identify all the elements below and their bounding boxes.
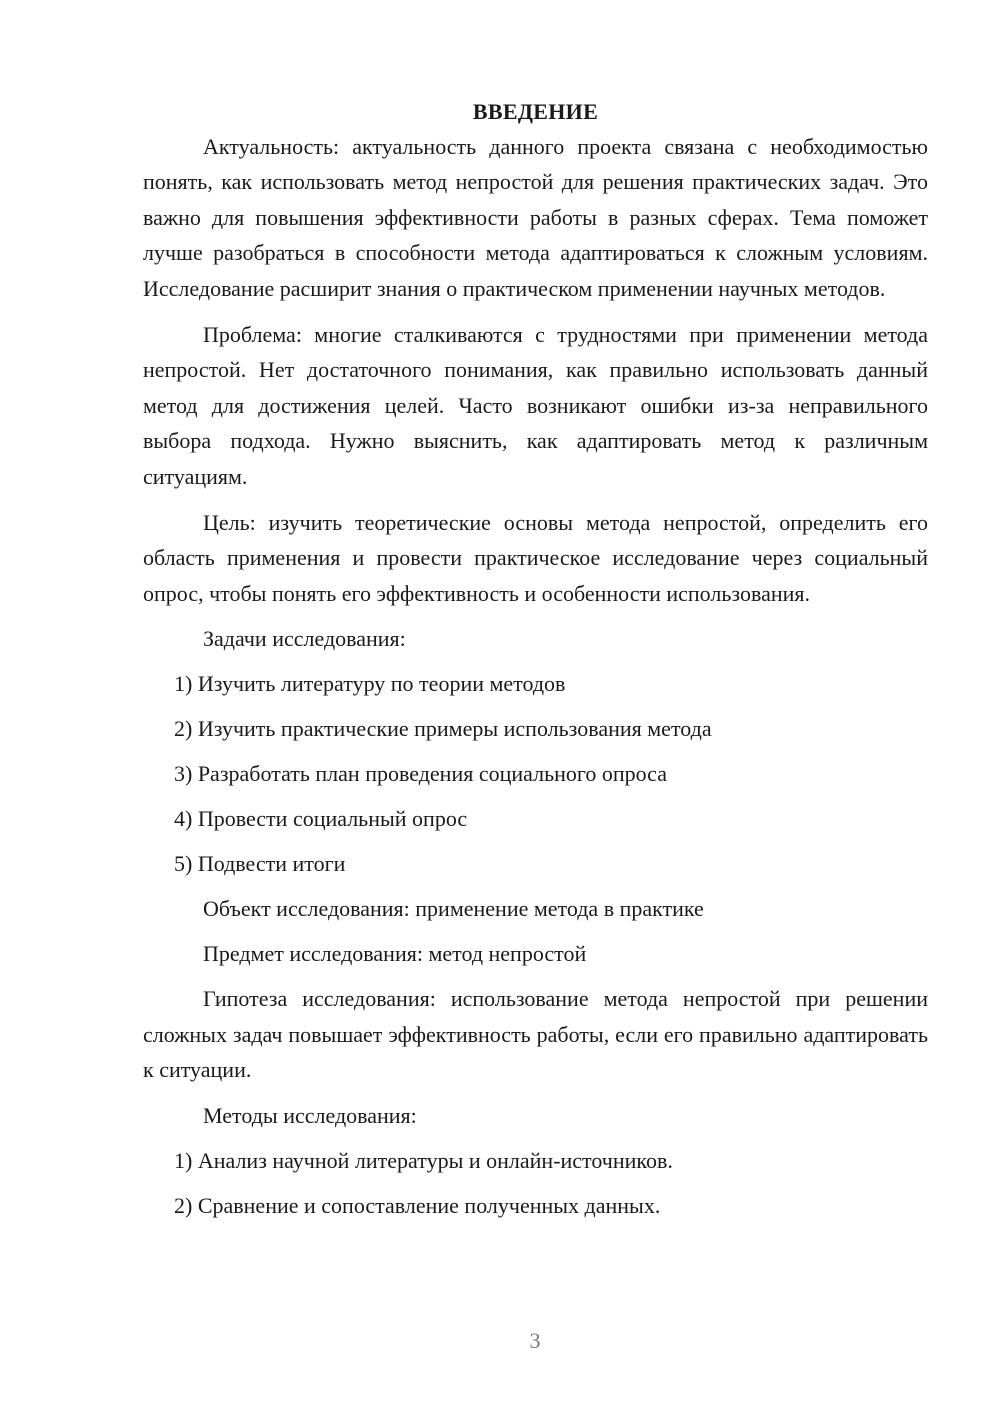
methods-heading: Методы исследования: <box>203 1102 417 1128</box>
task-item-5: 5) Подвести итоги <box>174 851 346 877</box>
hypothesis-paragraph: Гипотеза исследования: использование метода непростой при решении сложных задач повышает эффективность работы, если его правильно адаптировать к ситуации. <box>143 986 928 1083</box>
method-item-1: 1) Анализ научной литературы и онлайн-источников. <box>174 1147 673 1173</box>
task-item-1: 1) Изучить литературу по теории методов <box>174 671 566 697</box>
task-item-4: 4) Провести социальный опрос <box>174 806 468 832</box>
research-subject: Предмет исследования: метод непростой <box>203 941 587 967</box>
relevance-paragraph: Актуальность: актуальность данного проекта связана с необходимостью понять, как использовать метод непростой для решения практических задач. Это важно для повышения эффективности работы в разных сферах. Тема поможет лучше разобраться в способности метода адаптироваться к сложным условиям. Исследование расширит знания о практическом применении научных методов. <box>143 134 928 301</box>
research-object: Объект исследования: применение метода в практике <box>203 896 704 922</box>
problem-paragraph: Проблема: многие сталкиваются с трудностями при применении метода непростой. Нет достаточного понимания, как правильно использовать данный метод для достижения целей. Часто возникают ошибки из-за неправильного выбора подхода. Нужно выяснить, как адаптировать метод к различным ситуациям. <box>143 322 928 489</box>
tasks-heading: Задачи исследования: <box>203 626 406 652</box>
document-body <box>143 94 928 1223</box>
task-item-2: 2) Изучить практические примеры использования метода <box>174 716 712 742</box>
task-item-3: 3) Разработать план проведения социального опроса <box>174 761 667 787</box>
goal-paragraph: Цель: изучить теоретические основы метода непростой, определить его область применения и провести практическое исследование через социальный опрос, чтобы понять его эффективность и особенности использования. <box>143 510 928 606</box>
page-number: 3 <box>529 1328 541 1353</box>
method-item-2: 2) Сравнение и сопоставление полученных данных. <box>174 1192 661 1218</box>
page-title: ВВЕДЕНИЕ <box>472 99 599 124</box>
